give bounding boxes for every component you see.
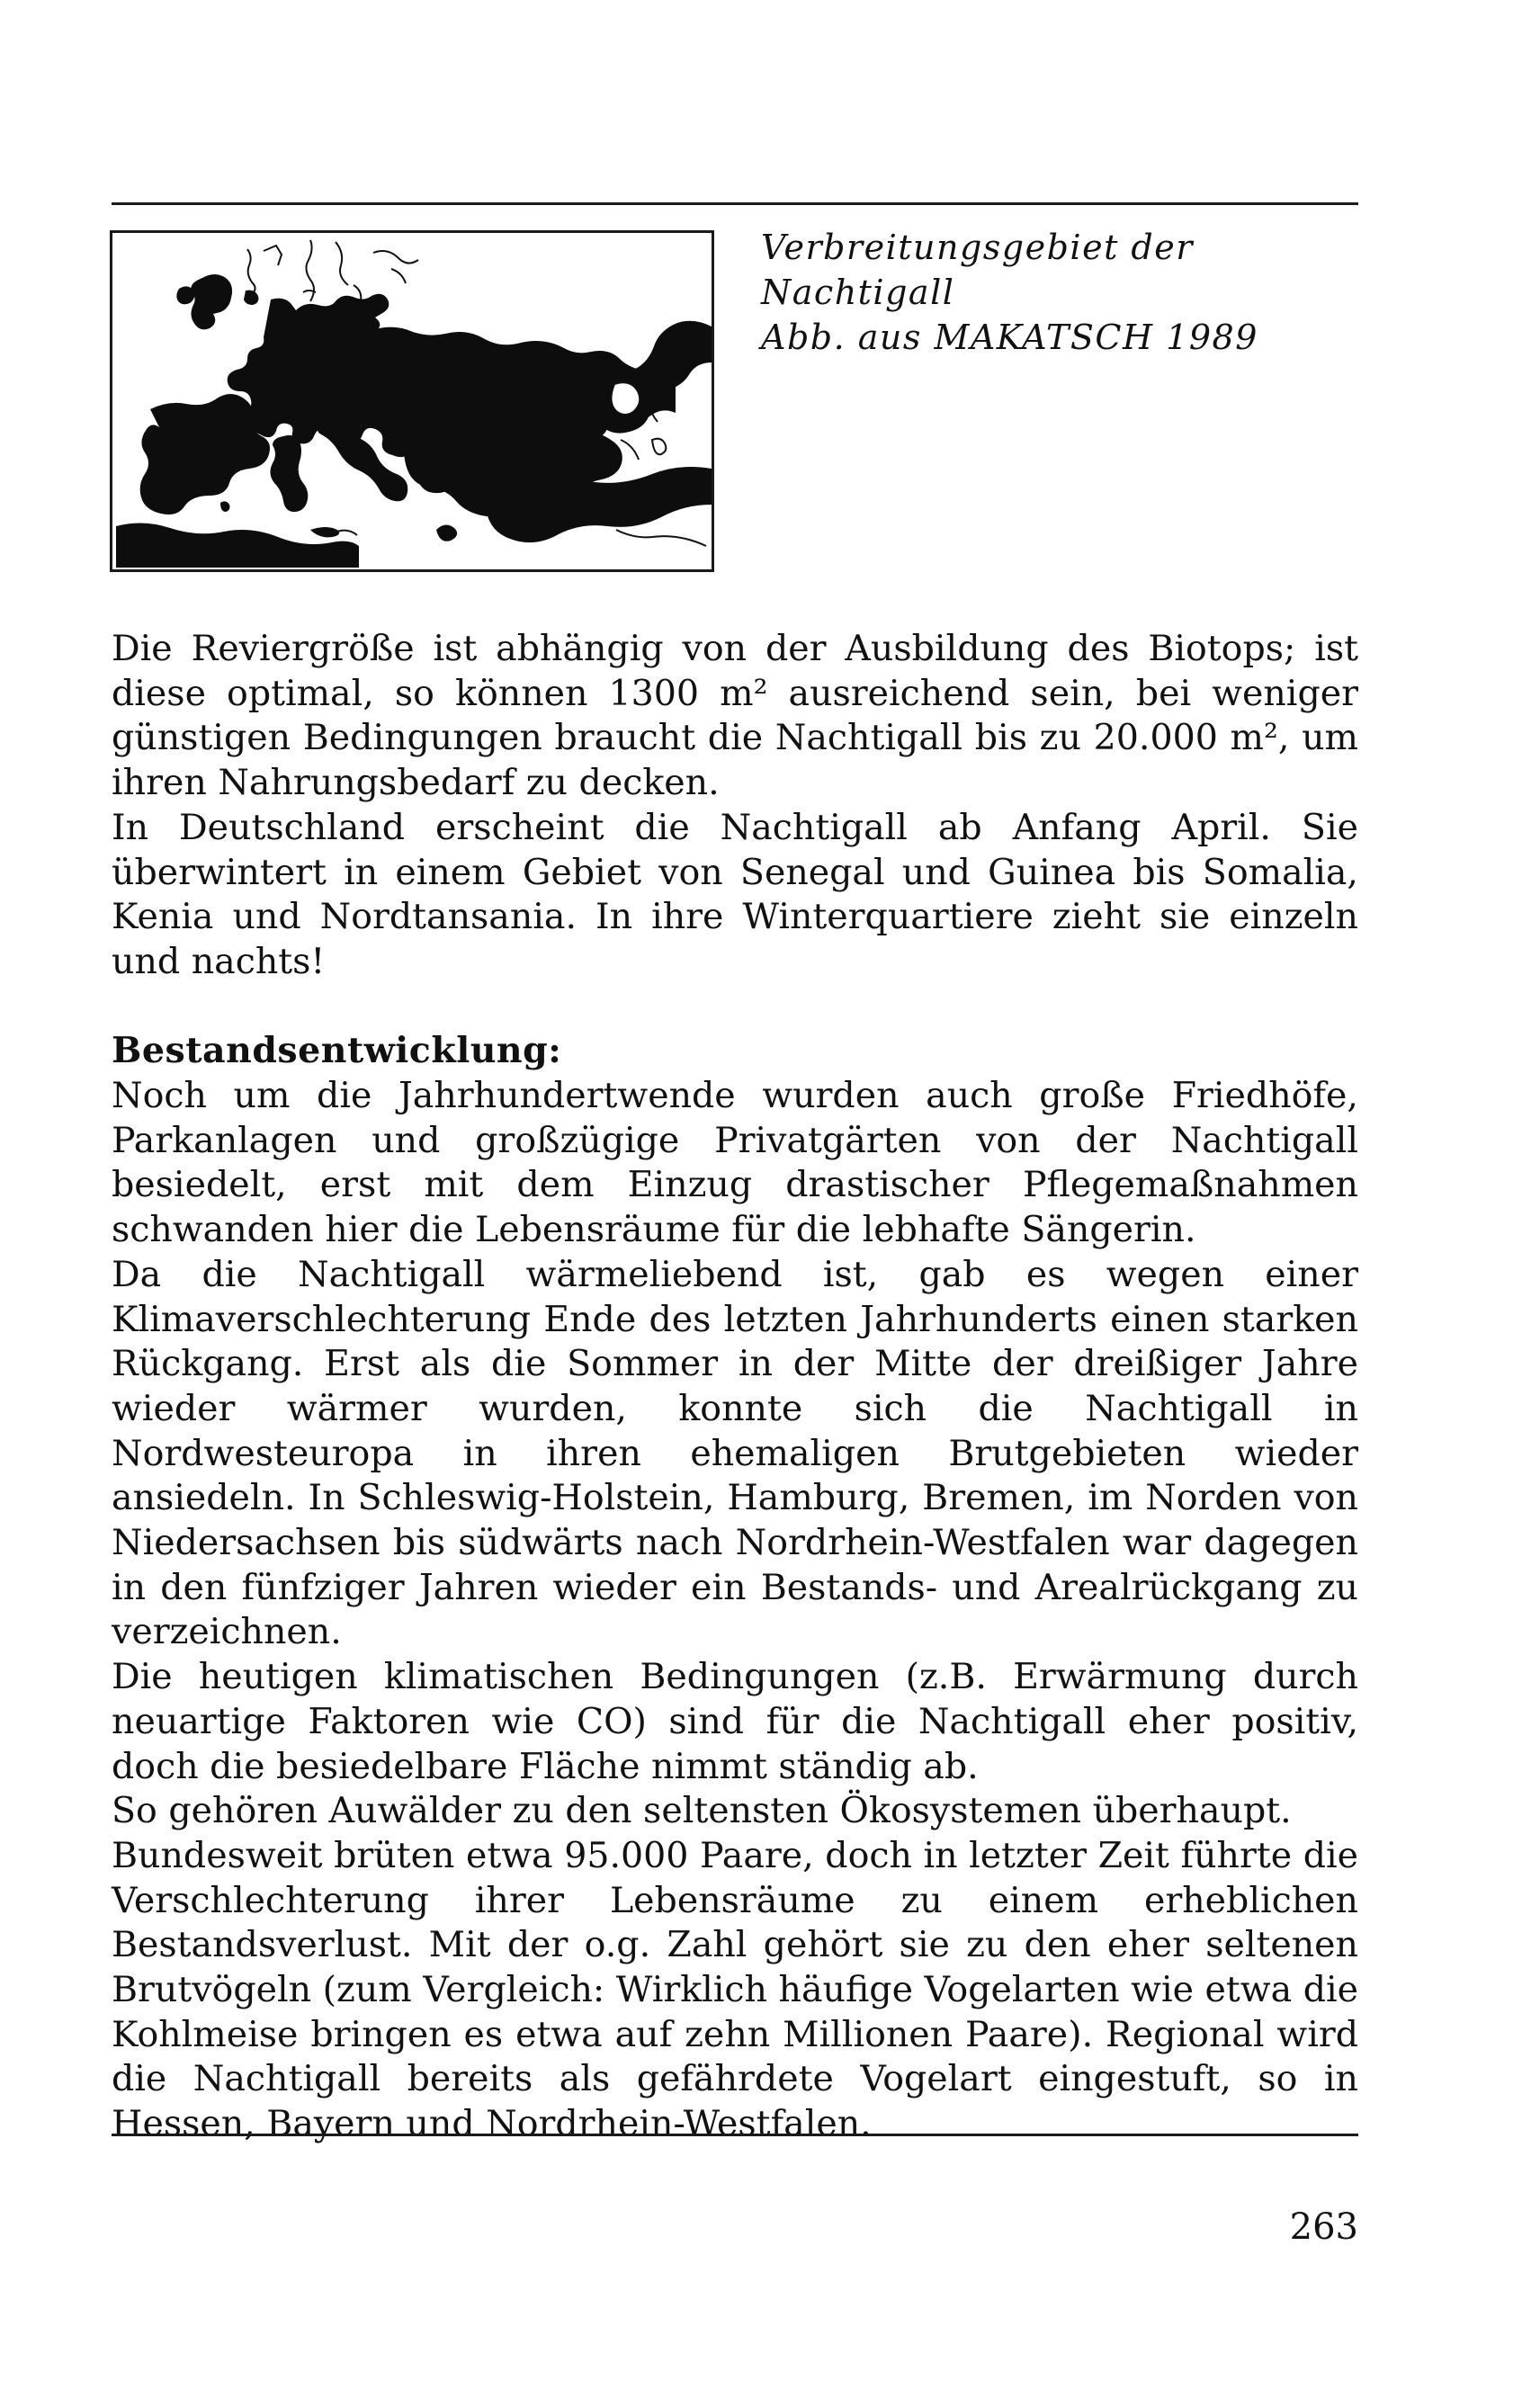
page-number: 263	[1289, 2206, 1358, 2248]
paragraph-history: Noch um die Jahrhundertwende wurden auch große Friedhöfe, Parkanlagen und großzügige Privatgärten von der Nachtigall besiedelt, erst mit dem Einzug drastischer Pflegemaßnahmen schwanden hier die Lebensräume für die lebhafte Sängerin.	[112, 1075, 1358, 1251]
europe-map-graphic	[112, 233, 712, 569]
caption-line-2: Nachtigall	[761, 273, 955, 312]
paragraph-climate: Da die Nachtigall wärmeliebend ist, gab es wegen einer Klimaverschlechterung Ende des letzten Jahrhunderts einen starken Rückgang. Erst als die Sommer in der Mitte der dreißiger Jahre wieder wärmer wurden, konnte sich die Nachtigall in Nordwesteuropa in ihren ehemaligen Brutgebieten wieder ansiedeln. In Schleswig-Holstein, Hamburg, Bremen, im Norden von Niedersachsen bis südwärts nach Nordrhein-Westfalen war dagegen in den fünfziger Jahren wieder ein Bestands- und Arealrückgang zu verzeichnen.	[112, 1253, 1358, 1653]
paragraph-floodplain-forests: So gehören Auwälder zu den seltensten Ökosystemen überhaupt.	[112, 1790, 1292, 1832]
paragraph-current-conditions: Die heutigen klimatischen Bedingungen (z.B. Erwärmung durch neuartige Faktoren wie CO) sind für die Nachtigall eher positiv, doch die besiedelbare Fläche nimmt ständig ab.	[112, 1656, 1358, 1787]
paragraph-population: Bundesweit brüten etwa 95.000 Paare, doch in letzter Zeit führte die Verschlechterung ihrer Lebensräume zu einem erheblichen Bestandsverlust. Mit der o.g. Zahl gehört sie zu den eher seltenen Brutvögeln (zum Vergleich: Wirklich häufige Vogelarten wie etwa die Kohlmeise bringen es etwa auf zehn Millionen Paare). Regional wird die Nachtigall bereits als gefährdete Vogelart eingestuft, so in Hessen, Bayern und Nordrhein-Westfalen.	[112, 1834, 1359, 2145]
top-rule	[112, 202, 1358, 205]
caption-line-3: Abb. aus MAKATSCH 1989	[761, 318, 1258, 357]
paragraph-spacer	[112, 985, 1358, 1030]
caption-line-1: Verbreitungsgebiet der	[761, 228, 1194, 267]
paragraph-migration: In Deutschland erscheint die Nachtigall ab Anfang April. Sie überwintert in einem Gebiet von Senegal und Guinea bis Somalia, Kenia und Nordtansania. In ihre Winterquartiere zieht sie einzeln und nachts!	[112, 806, 1358, 982]
distribution-map	[110, 230, 714, 572]
main-text	[112, 627, 1358, 2147]
bottom-rule	[112, 2134, 1358, 2136]
paragraph-territory-size: Die Reviergröße ist abhängig von der Ausbildung des Biotops; ist diese optimal, so können 1300 m² ausreichend sein, bei weniger günstigen Bedingungen braucht die Nachtigall bis zu 20.000 m², um ihren Nahrungsbedarf zu decken.	[112, 628, 1358, 804]
section-heading: Bestandsentwicklung:	[112, 1030, 562, 1072]
figure-caption	[761, 225, 1337, 360]
